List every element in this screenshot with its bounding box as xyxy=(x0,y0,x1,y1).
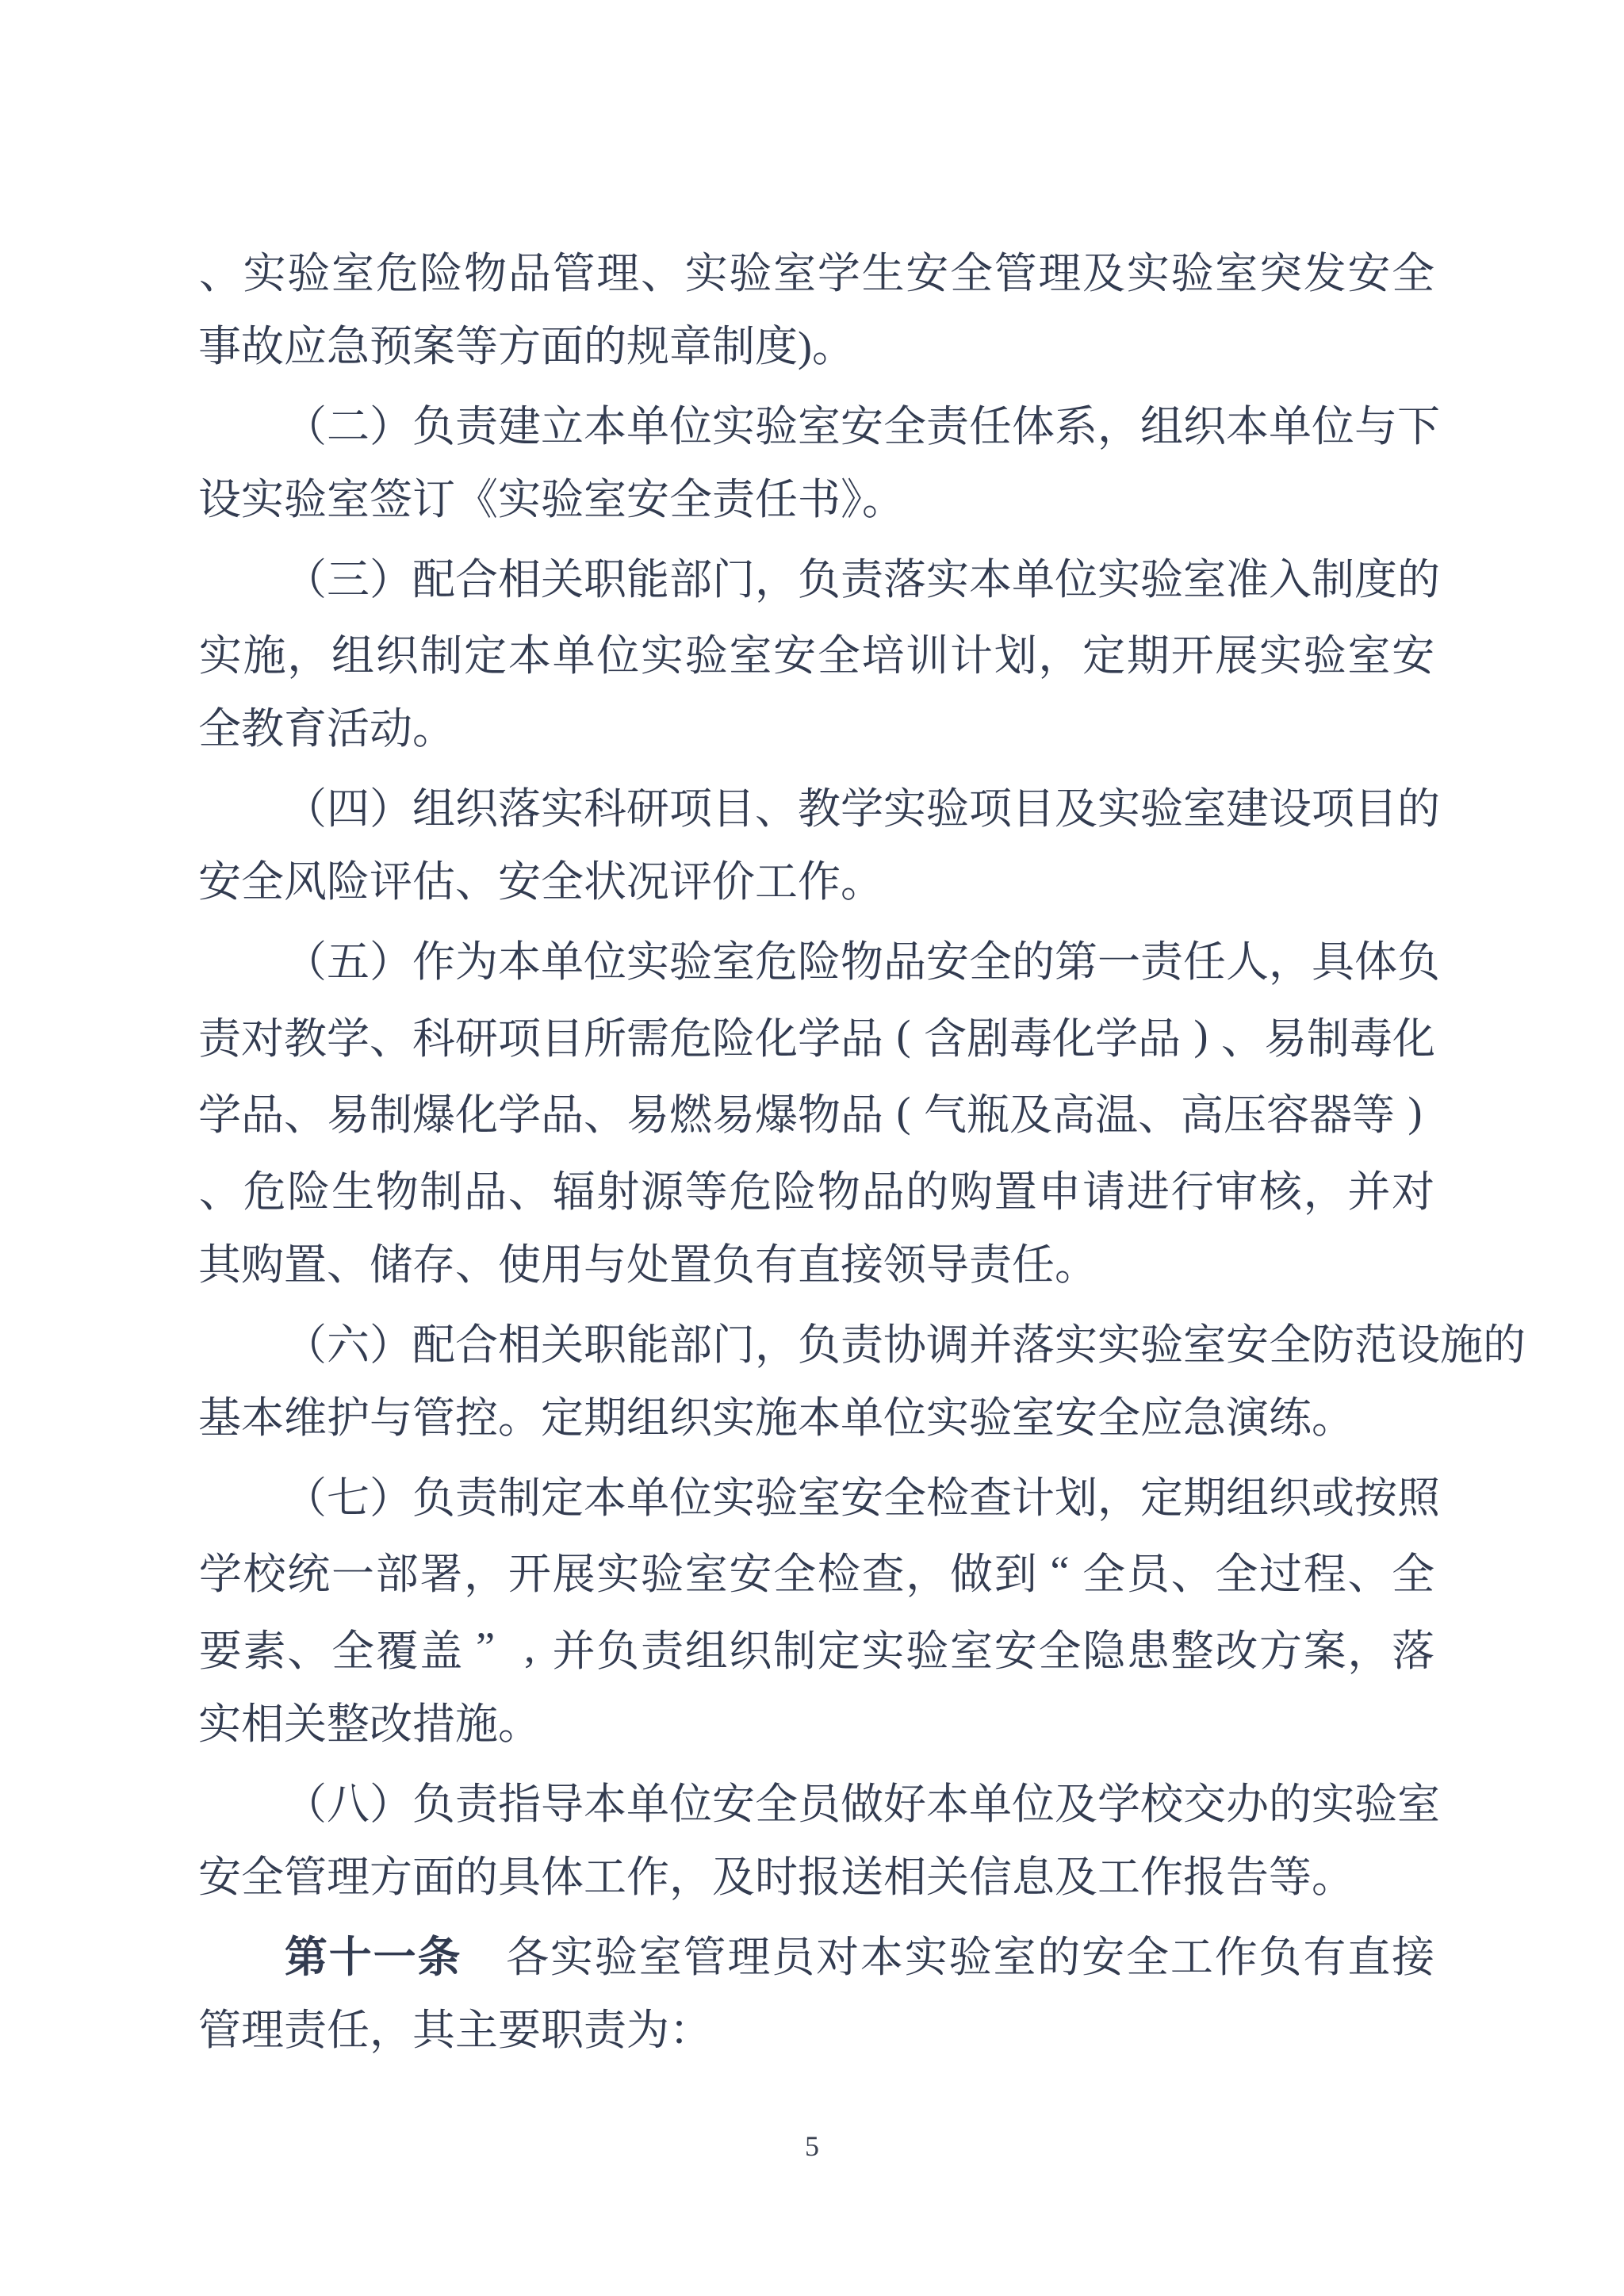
text-line: 、 危 险 生 物 制 品 、 辐 射 源 等 危 险 物 品 的 购 置 申 请 进 行 审 核 ， 并 对 xyxy=(198,1167,1435,1216)
text-line: 第 十 一 条 各 实 验 室 管 理 员 对 本 实 验 室 的 安 全 工 作 负 有 直 接 xyxy=(284,1933,1435,1981)
text-line: 、 实 验 室 危 险 物 品 管 理 、 实 验 室 学 生 安 全 管 理 及 实 验 室 突 发 安 全 xyxy=(198,249,1435,297)
text-line: 全教育活动。 xyxy=(198,705,455,753)
text-line: 要 素 、 全 覆 盖 ” , 并 负 责 组 织 制 定 实 验 室 安 全 隐 患 整 改 方 案 ， 落 xyxy=(198,1623,1435,1675)
document-body-text xyxy=(198,232,1526,2068)
text-line: 实 施 ， 组 织 制 定 本 单 位 实 验 室 安 全 培 训 计 划 ， 定 期 开 展 实 验 室 安 xyxy=(198,632,1435,680)
text-line: 学 品 、 易 制 爆 化 学 品 、 易 燃 易 爆 物 品 ( 气 瓶 及 高 温 、 高 压 容 器 等 ) xyxy=(198,1087,1423,1140)
text-line: 安全风险评估、安全状况评价工作。 xyxy=(198,858,883,906)
text-line: （ 八 ） 负 责 指 导 本 单 位 安 全 员 做 好 本 单 位 及 学 校 交 办 的 实 验 室 xyxy=(284,1780,1440,1828)
text-line: （ 三 ） 配 合 相 关 职 能 部 门 ， 负 责 落 实 本 单 位 实 验 室 准 入 制 度 的 xyxy=(284,555,1440,604)
text-line: （ 四 ） 组 织 落 实 科 研 项 目 、 教 学 实 验 项 目 及 实 验 室 建 设 项 目 的 xyxy=(284,785,1440,834)
text-line: 安全管理方面的具体工作，及时报送相关信息及工作报告等。 xyxy=(198,1853,1354,1901)
page-number: 5 xyxy=(805,2130,819,2162)
text-line: （ 六 ） 配 合 相 关 职 能 部 门 ， 负 责 协 调 并 落 实 实 验 室 安 全 防 范 设 施 的 xyxy=(284,1320,1526,1369)
text-line: （ 二 ） 负 责 建 立 本 单 位 实 验 室 安 全 责 任 体 系 ， 组 织 本 单 位 与 下 xyxy=(284,402,1440,450)
text-line: （ 五 ） 作 为 本 单 位 实 验 室 危 险 物 品 安 全 的 第 一 责 任 人 ， 具 体 负 xyxy=(284,938,1440,987)
text-line: 学 校 统 一 部 署 ， 开 展 实 验 室 安 全 检 查 ， 做 到 “ 全 员 、 全 过 程 、 全 xyxy=(198,1547,1435,1599)
text-line: 责 对 教 学 、 科 研 项 目 所 需 危 险 化 学 品 ( 含 剧 毒 化 学 品 ) 、 易 制 毒 化 xyxy=(198,1011,1435,1063)
text-line: 其购置、储存、使用与处置负有直接领导责任。 xyxy=(198,1240,1097,1289)
text-line: 管理责任，其主要职责为： xyxy=(198,2006,712,2054)
text-line: 实相关整改措施。 xyxy=(198,1700,541,1748)
text-line: 基本维护与管控。定期组织实施本单位实验室安全应急演练。 xyxy=(198,1393,1354,1442)
text-line: （ 七 ） 负 责 制 定 本 单 位 实 验 室 安 全 检 查 计 划 ， 定 期 组 织 或 按 照 xyxy=(284,1474,1440,1522)
text-line: 设实验室签订《实验室安全责任书》。 xyxy=(198,475,905,523)
text-line: 事故应急预案等方面的规章制度)。 xyxy=(198,322,855,370)
